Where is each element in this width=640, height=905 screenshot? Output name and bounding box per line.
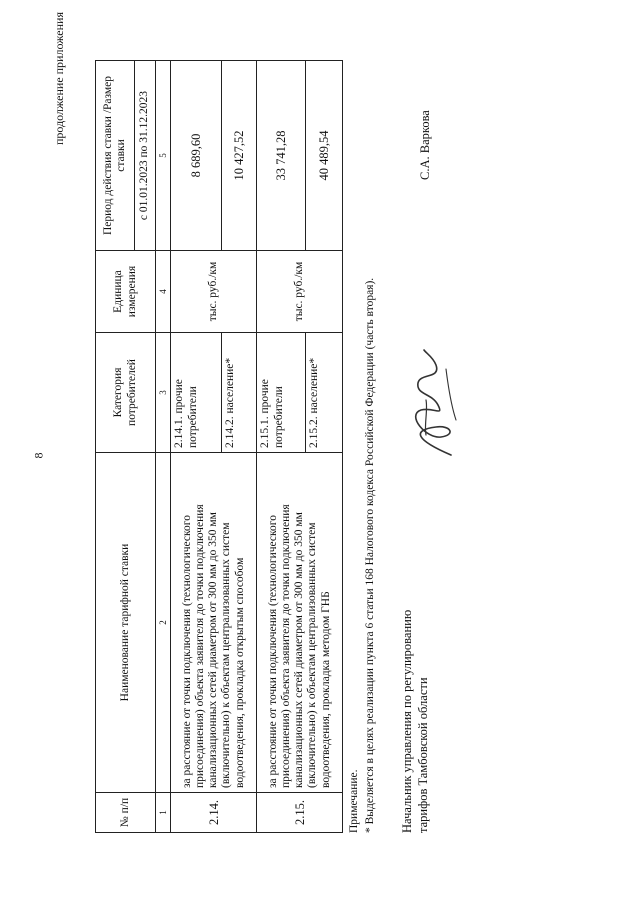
footnote-text: * Выделяется в целях реализации пункта 6 статьи 168 Налогового кодекса Российской Федерации (часть вторая). bbox=[364, 277, 377, 833]
footnote-title: Примечание. bbox=[348, 769, 360, 833]
signer-position-line: Начальник управления по регулированию bbox=[400, 609, 414, 833]
row-number: 2.15. bbox=[257, 793, 343, 833]
tariff-table bbox=[95, 60, 343, 833]
page-number: 8 bbox=[31, 452, 46, 459]
rate-value: 33 741,28 bbox=[257, 61, 306, 251]
header-num: № п/п bbox=[96, 793, 156, 833]
rate-value: 8 689,60 bbox=[171, 61, 222, 251]
signer-name: С.А. Варкова bbox=[418, 110, 432, 180]
rate-value: 40 489,54 bbox=[306, 61, 343, 251]
consumer-category: 2.15.2. население* bbox=[306, 333, 343, 453]
column-index: 2 bbox=[156, 453, 171, 793]
rate-value: 10 427,52 bbox=[222, 61, 257, 251]
handwritten-signature bbox=[396, 345, 466, 465]
header-period-sub: с 01.01.2023 по 31.12.2023 bbox=[135, 61, 156, 251]
header-period: Период действия ставки /Размер ставки bbox=[96, 61, 135, 251]
table-row bbox=[171, 61, 222, 833]
footnote bbox=[346, 278, 378, 833]
consumer-category: 2.14.2. население* bbox=[222, 333, 257, 453]
column-index-row bbox=[156, 61, 171, 833]
unit: тыс. руб./км bbox=[171, 251, 257, 333]
row-number: 2.14. bbox=[171, 793, 257, 833]
table-header-row bbox=[96, 61, 135, 833]
column-index: 4 bbox=[156, 251, 171, 333]
signer-position bbox=[400, 610, 431, 833]
unit: тыс. руб./км bbox=[257, 251, 343, 333]
column-index: 1 bbox=[156, 793, 171, 833]
rate-name: за расстояние от точки подключения (технологического присоединения) объекта заявителя до точки подключения канализационных сетей диаметром от 300 мм до 350 мм (включительно) к объектам централизованных систем водоотведения, прокладка открытым способом bbox=[171, 453, 257, 793]
header-name: Наименование тарифной ставки bbox=[96, 453, 156, 793]
header-category: Категория потребителей bbox=[96, 333, 156, 453]
header-unit: Единица измерения bbox=[96, 251, 156, 333]
signer-position-line: тарифов Тамбовской области bbox=[415, 677, 430, 833]
table-row bbox=[257, 61, 306, 833]
column-index: 3 bbox=[156, 333, 171, 453]
appendix-note: продолжение приложения bbox=[52, 12, 66, 145]
column-index: 5 bbox=[156, 61, 171, 251]
consumer-category: 2.14.1. прочие потребители bbox=[171, 333, 222, 453]
rate-name: за расстояние от точки подключения (технологического присоединения) объекта заявителя до точки подключения канализационных сетей диаметром от 300 мм до 350 мм (включительно) к объектам централизованных систем водоотведения, прокладка методом ГНБ bbox=[257, 453, 343, 793]
consumer-category: 2.15.1. прочие потребители bbox=[257, 333, 306, 453]
